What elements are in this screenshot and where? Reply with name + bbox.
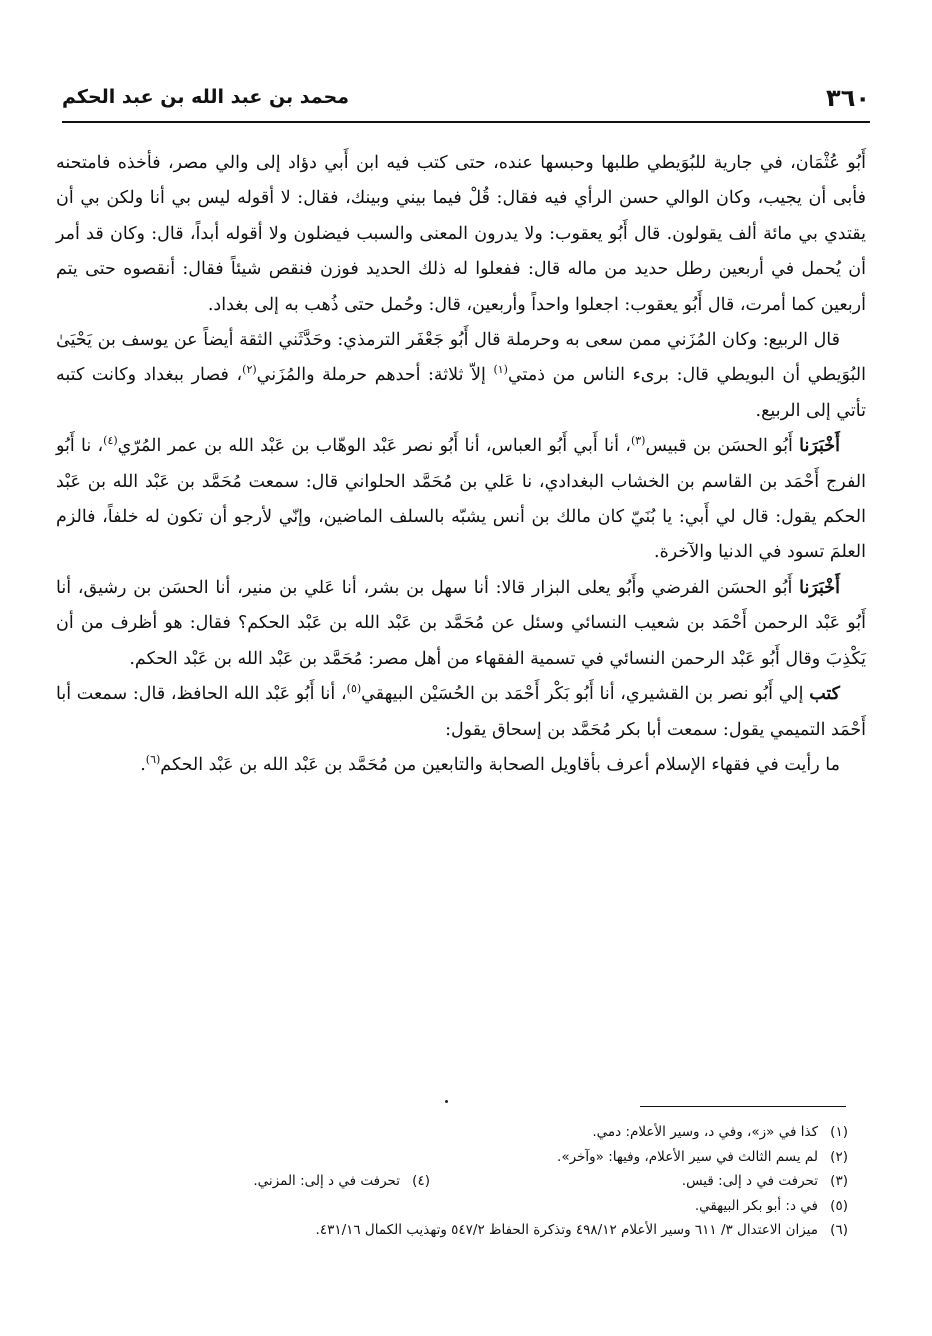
footnote-text: تحرفت في د إلى: المزني.: [253, 1173, 400, 1189]
paragraph-4: [56, 571, 866, 677]
paragraph-text: ، فصار ببغداد وكانت كتبه تأتي إلى الربيع.: [56, 365, 866, 421]
paragraph-text: ، أنا أَبي أَبُو العباس، أنا أَبُو نصر عَبْد الوهّاب بن عَبْد الله بن عمر المُرّي: [117, 436, 631, 457]
footnote-number: (١): [830, 1124, 848, 1140]
paragraph-lead-word: أَخْبَرَنا: [799, 436, 840, 457]
page-header: [62, 80, 870, 116]
footnote-item: [253, 1169, 430, 1194]
footnote-number: (٣): [830, 1173, 848, 1189]
footnote-ref[interactable]: (٣): [630, 434, 646, 448]
footnote-number: (٤): [412, 1173, 430, 1189]
paragraph-text: ما رأيت في فقهاء الإسلام أعرف بأقاويل الصحابة والتابعين من مُحَمَّد بن عَبْد الله بن عَبْد الحكم: [160, 754, 840, 775]
footnote-text: لم يسم الثالث في سير الأعلام، وفيها: «وآخر».: [557, 1148, 818, 1165]
paragraph-lead-word: كتب: [809, 684, 841, 705]
paragraph-lead-word: أَخْبَرَنا: [799, 577, 840, 598]
footnote-row: [100, 1120, 848, 1145]
paragraph-5: [56, 677, 866, 748]
footnote-ref[interactable]: (٢): [242, 363, 257, 377]
paragraph-1: [56, 146, 866, 323]
paragraph-3: [56, 429, 866, 571]
footnote-item: [592, 1120, 848, 1145]
footnote-ref[interactable]: (٥): [346, 682, 362, 696]
footnotes: [100, 1120, 848, 1243]
paragraph-text: أَبُو الحسَن الفرضي وأَبُو يعلى البزار قالا: أنا سهل بن بشر، أنا عَلي بن منير، أنا الحسَن بن رشيق، أنا أَبُو عَبْد الرحمن أَحْمَد بن شعيب النسائي وسئل عن مُحَمَّد بن عَبْد الله بن عَبْد الحكم؟ فقال: هو أظرف من أن يَكْذِبَ وقال أَبُو عَبْد الرحمن النسائي في تسمية الفقهاء من أهل مصر: مُحَمَّد بن عَبْد الله بن عَبْد الحكم.: [56, 577, 866, 669]
footnote-item: [557, 1145, 848, 1170]
footnote-text: في د: أبو بكر البيهقي.: [694, 1197, 818, 1214]
paragraph-text: أَبُو عُثْمَان، في جارية للبُوَيطي طلبها وحبسها عنده، حتى كتب فيه ابن أَبي دؤاد إلى والي مصر، فأخذه فامتحنه فأبى أن يجيب، وكان الوالي حسن الرأي فيه فقال: قُلْ فيما بيني وبينك، فقال: لا أقوله ليس بي أنا ولكن بي أن يقتدي بي مائة ألف يقولون. قال أَبُو يعقوب: ولا يدرون المعنى والسبب فيضلون ولا أقوله أبداً، قال: وكان قد أمر أن يُحمل في أربعين رطل حديد من ماله قال: ففعلوا له ذلك الحديد فوزن فنقص شيئاً فقال: أنقصوه حتى يتم أربعين كما أمرت، قال أَبُو يعقوب: اجعلوا واحداً وأربعين، قال: وحُمل حتى ذُهب به إلى بغداد.: [56, 153, 866, 315]
paragraph-text: إلاّ ثلاثة: أحدهم حرملة والمُزَني: [256, 365, 494, 386]
footnote-item: [682, 1169, 848, 1194]
header-rule: [62, 121, 870, 123]
footnote-item: [695, 1194, 848, 1219]
footnote-text: كذا في «ز»، وفي د، وسير الأعلام: دمي.: [592, 1124, 818, 1140]
main-text: [56, 146, 866, 783]
footnote-number: (٢): [830, 1148, 848, 1165]
paragraph-text: أَبُو الحسَن بن قبيس: [645, 436, 800, 457]
footnote-text: ميزان الاعتدال ٣/ ٦١١ وسير الأعلام ٤٩٨/١٢ وتذكرة الحفاظ ٥٤٧/٢ وتهذيب الكمال ٤٣١/١٦.: [315, 1222, 818, 1238]
paragraph-text: إلي أَبُو نصر بن القشيري، أنا أَبُو بَكْر أَحْمَد بن الحُسَيْن البيهقي: [361, 684, 810, 705]
paragraph-text: ، نا أَبُو الفرج أَحْمَد بن القاسم بن الخشاب البغدادي، نا عَلي بن مُحَمَّد الحلواني قال: سمعت مُحَمَّد بن عَبْد الله بن عَبْد الحكم يقول: قال لي أَبي: يا بُنَيّ كان مالك بن أنس يشبّه بالسلف الماضين، وإنّي لأرجو أن تكون له خلفاً، فالزم العلمَ تسود في الدنيا والآخرة.: [56, 436, 866, 563]
paragraph-6: [56, 748, 866, 783]
paragraph-text: ، أنا أَبُو عَبْد الله الحافظ، قال: سمعت أبا أَحْمَد التميمي يقول: سمعت أبا بكر مُحَمَّد بن إسحاق يقول:: [56, 684, 866, 740]
footnote-row: [100, 1169, 848, 1194]
footnote-row: [100, 1194, 848, 1219]
footnote-item: [316, 1218, 848, 1243]
footnote-number: (٦): [830, 1222, 848, 1238]
footnote-number: (٥): [830, 1197, 848, 1214]
running-head: محمد بن عبد الله بن عبد الحكم: [62, 86, 349, 108]
footnote-ref[interactable]: (٤): [103, 434, 118, 448]
footnote-row: [100, 1218, 848, 1243]
footnote-row: [100, 1145, 848, 1170]
footnote-separator: [640, 1106, 846, 1107]
footnote-text: تحرفت في د إلى: قيس.: [681, 1173, 818, 1189]
paragraph-2: [56, 323, 866, 429]
footnote-ref[interactable]: (١): [493, 363, 508, 377]
print-speck: [445, 1100, 448, 1103]
footnote-ref[interactable]: (٦): [145, 753, 161, 767]
paragraph-text: .: [140, 754, 146, 775]
paragraph-text: قال الربيع: وكان المُزَني ممن سعى به وحرملة قال أَبُو جَعْفَر الترمذي: وحَدَّثَني الثقة أيضاً عن يوسف بن يَحْيَىٰ البُوَيطي أن البويطي قال: برىء الناس من ذمتي: [56, 330, 866, 386]
page-number: ٣٦٠: [826, 84, 870, 112]
